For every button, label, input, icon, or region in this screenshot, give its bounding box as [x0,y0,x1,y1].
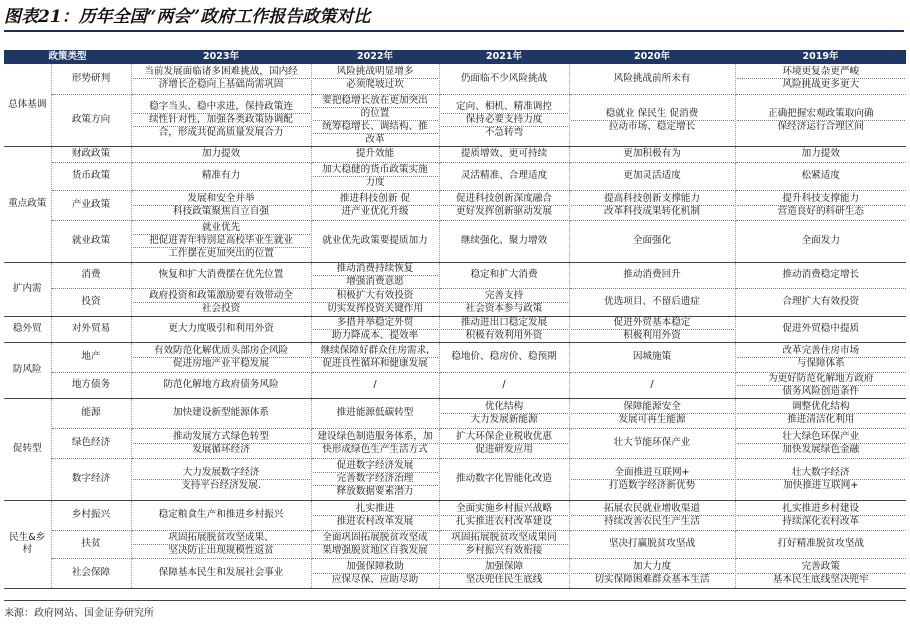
policy-cell [569,162,735,190]
cell-line: 合，形成共促高质量发展合力 [158,127,284,138]
policy-category: 总体基调 [4,64,51,146]
cell-line: 优化结构 [441,401,568,414]
policy-cell [439,190,569,220]
cell-line: 为更好防范化解地方政府 [737,373,906,386]
policy-cell [439,458,569,500]
table-row [4,190,906,220]
cell-line: 的位置 [313,108,438,121]
cell-line: 改革 [365,133,385,145]
policy-cell [311,146,439,162]
cell-line: 就业优先政策要提质加力 [322,235,428,246]
cell-line: 风险挑战更多更大 [782,79,860,91]
cell-line: 继续强化、聚力增效 [460,235,548,246]
cell-line: 政府投资和政策激励要有效带动全 [133,290,310,303]
policy-cell [131,500,311,530]
policy-cell [569,94,735,146]
cell-line: 仍面临不少风险挑战 [460,72,548,84]
policy-subcategory: 数字经济 [51,458,131,500]
policy-cell [569,500,735,530]
header-policy-type: 政策类型 [4,50,131,64]
page-title: 图表21：历年全国“两会”政府工作报告政策对比 [4,4,904,32]
cell-line: 加快建设新型能源体系 [173,407,269,418]
cell-line: 提质增效、更可持续 [460,148,548,159]
policy-subcategory: 货币政策 [51,162,131,190]
cell-line: 大力发展新能源 [470,413,538,425]
table-row [4,342,906,372]
cell-line: 巩固拓展脱贫攻坚成果、 [133,532,310,545]
cell-line: 拓展农民就业增收渠道 [571,503,734,516]
cell-line: 坚决兜住民生底线 [465,573,543,585]
cell-line: 保障能源安全 [571,401,734,414]
cell-line: 改革完善住房市场 [737,345,906,358]
policy-cell [311,428,439,458]
cell-line: 打造数字经济新优势 [608,479,696,491]
policy-cell [131,162,311,190]
cell-line: 巩固拓展脱贫攻坚成果同 [441,532,568,545]
cell-line: 发展和安全并举 [133,193,310,206]
table-row [4,146,906,162]
cell-line: 加力提效 [801,148,840,159]
cell-line: 全面强化 [632,235,672,246]
header-2019: 2019年 [735,50,906,64]
cell-line: 发展可再生能源 [618,413,686,425]
policy-subcategory: 消费 [51,262,131,288]
policy-cell [735,146,906,162]
policy-category: 防风险 [4,342,51,398]
cell-line: 加强保障救助 [313,561,438,574]
cell-line: 加大稳健的货币政策实施 [313,164,438,177]
cell-line: 积极扩大有效投资 [313,290,438,303]
cell-line: 更好发挥创新驱动发展 [456,205,552,217]
policy-cell [311,190,439,220]
policy-subcategory: 绿色经济 [51,428,131,458]
cell-line: 加大力度 [571,561,734,574]
table-row [4,530,906,558]
cell-line: 促进外贸基本稳定 [571,317,734,330]
cell-line: 与保障体系 [796,357,845,369]
table-row [4,428,906,458]
policy-cell [311,162,439,190]
cell-line: 恢复和扩大消费摆在优先位置 [158,269,284,280]
cell-line: 促进房地产业平稳发展 [173,357,269,369]
cell-line: 稳定粮食生产和推进乡村振兴 [158,509,284,520]
source-note: 来源：政府网站、国金证券研究所 [4,608,154,619]
cell-line: 更大力度吸引和利用外资 [168,323,274,334]
policy-subcategory: 能源 [51,398,131,428]
policy-subcategory: 政策方向 [51,94,131,146]
policy-subcategory: 对外贸易 [51,316,131,342]
policy-cell [439,342,569,372]
cell-line: 释放数据要素潜力 [336,486,414,497]
policy-cell [735,64,906,94]
cell-line: 推进能源低碳转型 [336,407,414,418]
policy-cell [569,530,735,558]
policy-cell [735,190,906,220]
policy-cell [569,146,735,162]
cell-line: 拉动市场、稳定增长 [608,120,696,132]
table-header-row [4,50,906,64]
policy-cell [311,220,439,262]
cell-line: 环境更复杂更严峻 [737,66,906,79]
policy-cell [131,146,311,162]
cell-line: 促进良性循环和健康发展 [322,357,428,369]
cell-line: 债务风险创造条件 [782,385,860,397]
cell-line: 改革科技成果转化机制 [604,205,700,217]
cell-line: 应保尽保、应助尽助 [331,573,419,585]
cell-line: 调整优化结构 [737,401,906,414]
cell-line: 加强保障 [441,561,568,574]
cell-line: 风险挑战前所未有 [613,72,691,84]
policy-cell [131,288,311,316]
policy-cell [311,398,439,428]
cell-line: 坚决打赢脱贫攻坚战 [608,538,696,549]
policy-cell [131,558,311,588]
cell-line: 保障基本民生和发展社会事业 [158,567,284,578]
cell-line: 推动消费持续恢复 [313,263,438,276]
policy-category: 民生&乡村 [4,500,51,588]
policy-cell [439,428,569,458]
policy-category: 稳外贸 [4,316,51,342]
table-row [4,372,906,398]
table-row [4,288,906,316]
cell-line: 稳就业 保民生 促消费 [571,108,734,121]
cell-line: 促进外贸稳中提质 [782,323,860,334]
header-2021: 2021年 [439,50,569,64]
policy-cell [311,262,439,288]
cell-line: 完善政策 [737,561,906,574]
table-row [4,316,906,342]
cell-line: 更加灵活适度 [623,170,681,181]
policy-cell [569,190,735,220]
cell-line: / [650,379,654,390]
policy-cell [439,64,569,94]
cell-line: 促进研发应用 [475,443,533,455]
policy-cell [131,262,311,288]
policy-cell [311,64,439,94]
cell-line: 要把稳增长放在更加突出 [313,95,438,108]
cell-line: 精准有力 [201,170,241,181]
policy-cell [569,398,735,428]
cell-line: 提升效能 [355,148,395,159]
policy-cell [735,316,906,342]
policy-cell [439,500,569,530]
header-2023: 2023年 [131,50,311,64]
policy-subcategory: 乡村振兴 [51,500,131,530]
policy-cell [569,64,735,94]
cell-line: 有效防范化解优质头部房企风险 [133,345,310,358]
cell-line: 坚决防止出现规模性返贫 [168,544,274,556]
table-body [4,64,906,588]
policy-subcategory: 形势研判 [51,64,131,94]
cell-line: 更加积极有为 [623,148,681,159]
cell-line: 济增长企稳向上基础尚需巩固 [158,79,284,91]
cell-line: 就业优先 [133,222,310,235]
cell-line: 打好精准脱贫攻坚战 [777,538,864,549]
cell-line: 继续保障好群众住房需求, [313,345,438,358]
cell-line: 扩大环保企业税收优惠 [441,431,568,444]
policy-cell [569,262,735,288]
policy-cell [735,500,906,530]
policy-cell [131,64,311,94]
cell-line: 加快发展绿色金融 [782,443,860,455]
header-2022: 2022年 [311,50,439,64]
policy-cell [131,458,311,500]
cell-line: 力度 [365,176,385,188]
table-row [4,262,906,288]
cell-line: 乡村振兴有效衔接 [465,544,543,556]
cell-line: 保持必要支持力度 [441,114,568,127]
cell-line: 多措并举稳定外贸 [313,317,438,330]
policy-cell [311,316,439,342]
cell-line: 灵活精准、合理适度 [460,170,548,181]
cell-line: 壮大数字经济 [737,467,906,480]
policy-cell [439,316,569,342]
cell-line: / [373,379,377,390]
policy-subcategory: 产业政策 [51,190,131,220]
table-row [4,398,906,428]
cell-line: 切实保障困难群众基本生活 [594,573,710,585]
cell-line: 增强消费意愿 [346,275,404,287]
cell-line: 推动数字化智能化改造 [456,473,552,484]
cell-line: 把促进青年特别是高校毕业生就业 [133,235,310,248]
policy-cell [735,288,906,316]
cell-line: 防范化解地方政府债务风险 [163,379,279,390]
cell-line: 发展循环经济 [192,443,250,455]
policy-cell [311,558,439,588]
cell-line: 工作摆在更加突出的位置 [168,248,274,259]
policy-category: 促转型 [4,398,51,500]
cell-line: 保经济运行合理区间 [777,120,864,132]
policy-comparison-table [4,50,906,589]
cell-line: 提升科技支撑能力 [737,193,906,206]
header-2020: 2020年 [569,50,735,64]
cell-line: 基本民生底线坚决兜牢 [772,573,869,585]
cell-line: 全面巩固拓展脱贫攻坚成 [313,532,438,545]
cell-line: 合理扩大有效投资 [782,296,860,307]
cell-line: 推动发展方式绿色转型 [133,431,310,444]
policy-category: 重点政策 [4,146,51,262]
policy-subcategory: 地方债务 [51,372,131,398]
policy-cell [439,262,569,288]
cell-line: 促进科技创新深度融合 [441,193,568,206]
cell-line: 推动进出口稳定发展 [441,317,568,330]
cell-line: 稳地价、稳房价、稳预期 [451,351,557,362]
cell-line: 定向、相机、精准调控 [441,101,568,114]
cell-line: 推进农村改革发展 [336,515,414,527]
policy-subcategory: 投资 [51,288,131,316]
policy-subcategory: 财政政策 [51,146,131,162]
policy-cell [131,372,311,398]
cell-line: 当前发展面临诸多困难挑战，国内经 [133,66,310,79]
policy-cell [735,342,906,372]
policy-cell [439,558,569,588]
policy-cell [439,288,569,316]
policy-cell [569,458,735,500]
policy-cell [311,458,439,500]
policy-cell [735,558,906,588]
cell-line: 切实发挥投资关键作用 [327,302,423,314]
cell-line: 优选项目、不留后遗症 [604,296,700,307]
cell-line: 推动消费回升 [623,269,681,280]
policy-subcategory: 就业政策 [51,220,131,262]
policy-cell [569,558,735,588]
policy-cell [569,428,735,458]
table-row [4,64,906,94]
cell-line: 因城施策 [632,351,672,362]
policy-cell [131,220,311,262]
policy-cell [311,288,439,316]
policy-cell [735,220,906,262]
policy-cell [131,342,311,372]
cell-line: 全面推进互联网+ [571,467,734,480]
cell-line: 统筹稳增长、调结构、推 [313,121,438,134]
cell-line: 支持平台经济发展. [181,479,261,491]
bottom-rule [4,600,906,601]
cell-line: 续性针对性，加强各类政策协调配 [133,114,310,127]
cell-line: 积极有效利用外资 [465,329,543,341]
table-row [4,94,906,146]
policy-cell [131,398,311,428]
cell-line: 推动消费稳定增长 [782,269,860,280]
policy-cell [735,398,906,428]
policy-cell [569,342,735,372]
policy-cell [439,162,569,190]
cell-line: 进产业优化升级 [341,205,409,217]
policy-cell [131,316,311,342]
cell-line: 壮大绿色环保产业 [737,431,906,444]
policy-cell [439,146,569,162]
cell-line: 促进数字经济发展 [313,460,438,473]
cell-line: 营造良好的科研生态 [777,205,864,217]
cell-line: 持续深化农村改革 [782,515,860,527]
policy-cell [735,262,906,288]
table-row [4,500,906,530]
policy-cell [735,530,906,558]
cell-line: 完善数字经济治理 [313,473,438,486]
table-row [4,458,906,500]
cell-line: 提高科技创新支撑能力 [571,193,734,206]
cell-line: 持续改善农民生产生活 [604,515,700,527]
cell-line: 助力降成本、提效率 [331,329,419,341]
policy-cell [131,190,311,220]
policy-subcategory: 社会保障 [51,558,131,588]
cell-line: 加力提效 [201,148,241,159]
policy-cell [311,372,439,398]
cell-line: 稳字当头、稳中求进，保持政策连 [133,101,310,114]
cell-line: 建设绿色制造服务体系，加 [313,431,438,444]
cell-line: 松紧适度 [801,170,840,181]
policy-cell [131,428,311,458]
policy-cell [311,342,439,372]
cell-line: 必须爬坡过坎 [346,79,404,91]
policy-category: 扩内需 [4,262,51,316]
table-row [4,162,906,190]
cell-line: 正确把握宏观政策取向确 [737,108,906,121]
policy-cell [311,94,439,146]
policy-cell [569,220,735,262]
policy-cell [311,500,439,530]
cell-line: 全面实施乡村振兴战略 [441,503,568,516]
policy-cell [439,530,569,558]
policy-cell [735,94,906,146]
policy-cell [735,458,906,500]
policy-cell [569,288,735,316]
policy-cell [735,162,906,190]
cell-line: 加快推进互联网+ [783,479,859,491]
cell-line: 社会投资 [201,302,241,314]
policy-cell [439,94,569,146]
table-row [4,220,906,262]
cell-line: 扎实推进农村改革建设 [456,515,552,527]
cell-line: 风险挑战明显增多 [313,66,438,79]
cell-line: 壮大节能环保产业 [613,437,691,448]
cell-line: 推进科技创新 促 [313,193,438,206]
cell-line: 扎实推进乡村建设 [737,503,906,516]
cell-line: 大力发展数字经济 [133,467,310,480]
cell-line: 果增强脱贫地区自我发展 [322,544,428,556]
table-row [4,558,906,588]
cell-line: 社会资本参与政策 [465,302,543,314]
cell-line: 扎实推进 [313,503,438,516]
cell-line: 不急转弯 [484,127,524,138]
policy-cell [569,372,735,398]
cell-line: 积极利用外资 [623,329,681,341]
cell-line: 快形成绿色生产生活方式 [322,443,428,455]
cell-line: 稳定和扩大消费 [470,269,538,280]
policy-cell [735,428,906,458]
cell-line: 推进清洁化利用 [787,413,855,425]
cell-line: 全面发力 [801,235,840,246]
policy-cell [439,220,569,262]
policy-subcategory: 扶贫 [51,530,131,558]
policy-subcategory: 地产 [51,342,131,372]
policy-cell [735,372,906,398]
policy-cell [439,398,569,428]
policy-cell [569,316,735,342]
cell-line: 完善支持 [441,290,568,303]
cell-line: / [502,379,506,390]
cell-line: 科技政策聚焦自立自强 [173,205,269,217]
policy-cell [131,530,311,558]
policy-cell [439,372,569,398]
policy-cell [311,530,439,558]
policy-cell [131,94,311,146]
